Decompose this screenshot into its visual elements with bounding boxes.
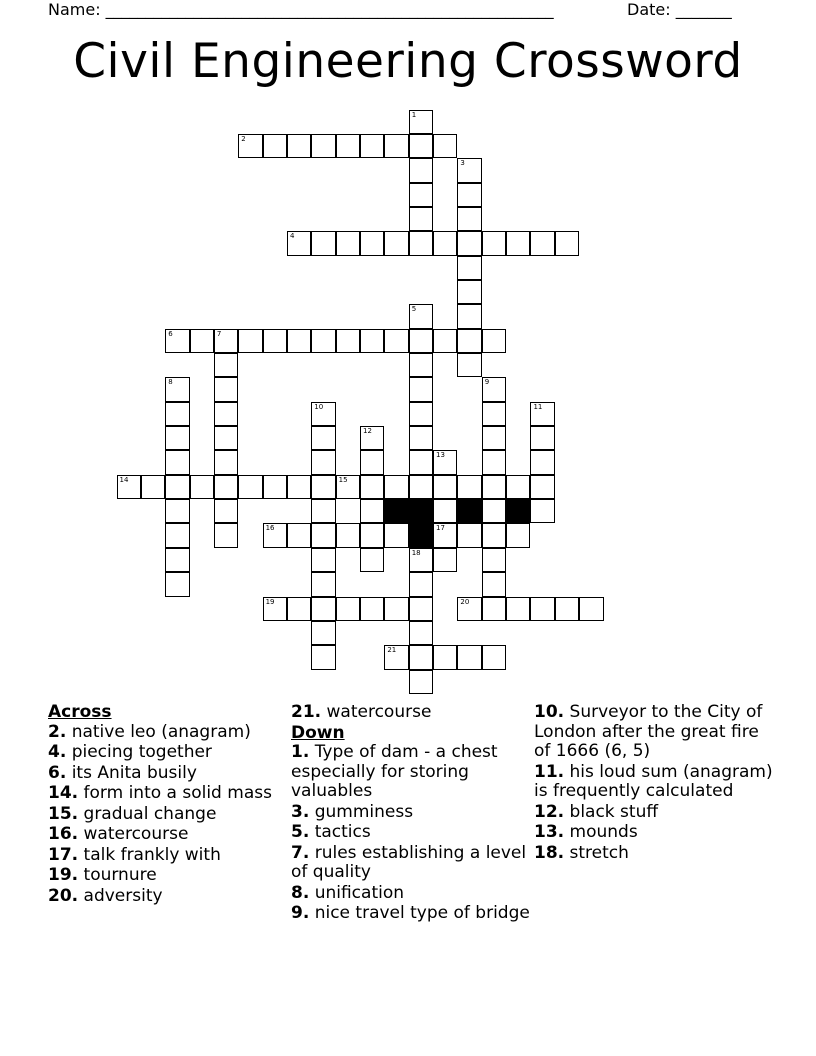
grid-cell[interactable] (506, 523, 530, 547)
clue-number-label: 20. (48, 885, 79, 906)
grid-cell[interactable] (165, 450, 189, 474)
grid-cell[interactable] (555, 597, 579, 621)
clue-text: nice travel type of bridge (309, 903, 530, 923)
grid-cell[interactable] (482, 402, 506, 426)
clue-number: 13 (436, 451, 445, 460)
grid-cell[interactable] (409, 402, 433, 426)
clue-text: form into a solid mass (78, 783, 272, 803)
clue-number: 9 (484, 378, 490, 387)
grid-cell[interactable] (214, 377, 238, 401)
clue-column-3 (534, 703, 774, 864)
grid-cell[interactable] (360, 597, 384, 621)
grid-cell[interactable] (311, 523, 335, 547)
grid-block-cell (384, 499, 408, 523)
grid-cell[interactable] (409, 377, 433, 401)
clue-number: 15 (338, 475, 348, 484)
grid-cell[interactable] (214, 426, 238, 450)
grid-cell[interactable] (311, 621, 335, 645)
grid-cell[interactable] (506, 231, 530, 255)
grid-cell[interactable] (482, 523, 506, 547)
down-clue (534, 823, 774, 843)
clue-number: 18 (411, 548, 421, 557)
grid-cell[interactable] (530, 475, 554, 499)
clue-number-label: 16. (48, 824, 79, 844)
grid-cell[interactable] (384, 231, 408, 255)
clue-text: tournure (78, 865, 157, 885)
grid-cell[interactable] (238, 329, 262, 353)
clue-number: 12 (363, 427, 372, 436)
grid-block-cell (409, 499, 433, 523)
clue-number: 2 (241, 134, 246, 143)
grid-cell[interactable] (433, 499, 457, 523)
down-clue (291, 823, 531, 843)
clue-number-label: 4. (48, 742, 67, 762)
clue-number-label: 3. (291, 801, 310, 822)
across-clue (48, 866, 288, 886)
grid-cell[interactable] (482, 548, 506, 572)
grid-cell[interactable] (214, 450, 238, 474)
grid-cell[interactable] (287, 329, 311, 353)
grid-cell[interactable] (190, 329, 214, 353)
grid-cell[interactable] (530, 426, 554, 450)
grid-cell[interactable] (457, 280, 481, 304)
down-clue (534, 844, 774, 864)
grid-cell[interactable] (482, 329, 506, 353)
across-clue (48, 764, 288, 784)
clue-number-label: 15. (48, 803, 79, 824)
grid-cell[interactable] (190, 475, 214, 499)
grid-cell[interactable] (360, 548, 384, 572)
clue-number-label: 6. (48, 762, 67, 783)
clue-text: Surveyor to the City of London after the great fire of 1666 (6, 5) (534, 702, 763, 761)
clue-text: rules establishing a level of quality (291, 842, 527, 882)
grid-cell[interactable] (482, 572, 506, 596)
clue-text: stretch (564, 842, 629, 863)
clue-column-1 (48, 703, 288, 907)
grid-cell[interactable] (263, 329, 287, 353)
grid-cell[interactable] (457, 523, 481, 547)
grid-cell[interactable] (336, 475, 360, 499)
grid-cell[interactable] (530, 402, 554, 426)
grid-cell[interactable] (433, 548, 457, 572)
clue-number-label: 1. (291, 742, 310, 762)
grid-cell[interactable] (384, 134, 408, 158)
clue-text: native leo (anagram) (66, 721, 251, 742)
down-clue (291, 884, 531, 904)
grid-cell[interactable] (433, 231, 457, 255)
name-field-label: Name: ________________________________________________________ (48, 0, 554, 19)
grid-cell[interactable] (336, 523, 360, 547)
grid-cell[interactable] (311, 231, 335, 255)
grid-cell[interactable] (263, 523, 287, 547)
grid-cell[interactable] (165, 377, 189, 401)
grid-cell[interactable] (579, 597, 603, 621)
grid-cell[interactable] (409, 134, 433, 158)
clue-number: 16 (265, 524, 275, 533)
grid-cell[interactable] (287, 475, 311, 499)
grid-cell[interactable] (457, 353, 481, 377)
clue-number-label: 14. (48, 783, 79, 803)
grid-cell[interactable] (214, 353, 238, 377)
across-clue (48, 805, 288, 825)
grid-cell[interactable] (409, 597, 433, 621)
across-clue (48, 887, 288, 907)
grid-cell[interactable] (360, 475, 384, 499)
across-clue (48, 825, 288, 845)
clue-text: its Anita busily (66, 762, 197, 783)
grid-block-cell (409, 523, 433, 547)
clue-number-label: 19. (48, 865, 79, 885)
clue-number-label: 10. (534, 702, 565, 722)
grid-cell[interactable] (482, 377, 506, 401)
clue-text: black stuff (564, 801, 659, 822)
down-clue (291, 743, 531, 802)
grid-cell[interactable] (506, 475, 530, 499)
clue-number: 21 (387, 646, 397, 655)
across-clue (291, 703, 531, 723)
clue-number: 10 (314, 402, 324, 411)
grid-cell[interactable] (457, 207, 481, 231)
clue-number-label: 21. (291, 702, 322, 722)
grid-block-cell (506, 499, 530, 523)
down-clue (291, 803, 531, 823)
grid-cell[interactable] (311, 450, 335, 474)
clue-number: 7 (216, 329, 222, 338)
grid-cell[interactable] (165, 426, 189, 450)
grid-cell[interactable] (482, 450, 506, 474)
grid-cell[interactable] (336, 231, 360, 255)
clue-number: 19 (265, 597, 275, 606)
grid-cell[interactable] (384, 645, 408, 669)
grid-cell[interactable] (482, 475, 506, 499)
clue-number-label: 18. (534, 842, 565, 863)
grid-block-cell (457, 499, 481, 523)
grid-cell[interactable] (409, 304, 433, 328)
clue-number: 3 (460, 159, 465, 168)
down-clue (534, 763, 774, 802)
grid-cell[interactable] (384, 475, 408, 499)
grid-cell[interactable] (409, 621, 433, 645)
clue-text: his loud sum (anagram) is frequently calculated (534, 761, 773, 801)
clue-number-label: 7. (291, 842, 310, 863)
grid-cell[interactable] (409, 475, 433, 499)
clue-number: 1 (411, 110, 417, 119)
grid-cell[interactable] (409, 329, 433, 353)
grid-cell[interactable] (214, 402, 238, 426)
clue-text: mounds (564, 822, 638, 842)
grid-cell[interactable] (482, 645, 506, 669)
grid-cell[interactable] (214, 499, 238, 523)
clue-number: 20 (460, 597, 470, 606)
down-clue (534, 803, 774, 823)
grid-cell[interactable] (214, 523, 238, 547)
grid-cell[interactable] (457, 158, 481, 182)
grid-cell[interactable] (214, 475, 238, 499)
grid-cell[interactable] (165, 572, 189, 596)
grid-cell[interactable] (336, 597, 360, 621)
clue-number: 17 (436, 524, 445, 533)
clue-column-2 (291, 703, 531, 925)
grid-cell[interactable] (482, 426, 506, 450)
grid-cell[interactable] (433, 645, 457, 669)
grid-cell[interactable] (141, 475, 165, 499)
grid-cell[interactable] (360, 426, 384, 450)
clue-number: 5 (411, 305, 417, 314)
grid-cell[interactable] (482, 231, 506, 255)
down-clue (534, 703, 774, 762)
clue-text: gumminess (309, 801, 414, 822)
across-heading: Across (48, 702, 112, 722)
grid-cell[interactable] (165, 402, 189, 426)
grid-cell[interactable] (506, 597, 530, 621)
grid-cell[interactable] (287, 134, 311, 158)
clue-number-label: 9. (291, 903, 310, 923)
grid-cell[interactable] (384, 523, 408, 547)
clue-number-label: 2. (48, 721, 67, 742)
clue-number-label: 13. (534, 822, 565, 842)
grid-cell[interactable] (311, 597, 335, 621)
grid-cell[interactable] (214, 329, 238, 353)
clue-text: watercourse (321, 702, 432, 722)
clue-number: 8 (168, 378, 173, 387)
grid-cell[interactable] (457, 645, 481, 669)
grid-cell[interactable] (165, 548, 189, 572)
grid-cell[interactable] (238, 475, 262, 499)
grid-cell[interactable] (457, 304, 481, 328)
date-field-label: Date: _______ (627, 0, 732, 19)
grid-cell[interactable] (165, 329, 189, 353)
across-clue (48, 846, 288, 866)
grid-cell[interactable] (336, 329, 360, 353)
grid-cell[interactable] (311, 402, 335, 426)
page-title: Civil Engineering Crossword (73, 34, 743, 89)
clue-text: gradual change (78, 803, 217, 824)
grid-cell[interactable] (384, 329, 408, 353)
clue-text: tactics (309, 822, 371, 842)
grid-cell[interactable] (311, 548, 335, 572)
grid-cell[interactable] (457, 597, 481, 621)
grid-cell[interactable] (360, 499, 384, 523)
grid-cell[interactable] (311, 329, 335, 353)
grid-cell[interactable] (287, 523, 311, 547)
grid-cell[interactable] (555, 231, 579, 255)
grid-cell[interactable] (409, 645, 433, 669)
grid-cell[interactable] (433, 134, 457, 158)
clue-number: 6 (168, 329, 173, 338)
clue-number-label: 11. (534, 761, 565, 782)
grid-cell[interactable] (457, 256, 481, 280)
grid-cell[interactable] (409, 231, 433, 255)
grid-cell[interactable] (433, 475, 457, 499)
grid-cell[interactable] (360, 329, 384, 353)
clue-number-label: 17. (48, 844, 79, 865)
clue-text: adversity (78, 885, 163, 906)
clue-text: talk frankly with (78, 844, 221, 865)
grid-cell[interactable] (457, 329, 481, 353)
grid-cell[interactable] (409, 207, 433, 231)
across-clue (48, 784, 288, 804)
grid-cell[interactable] (311, 475, 335, 499)
clue-number-label: 8. (291, 882, 310, 903)
grid-cell[interactable] (482, 597, 506, 621)
grid-cell[interactable] (287, 231, 311, 255)
grid-cell[interactable] (360, 523, 384, 547)
grid-cell[interactable] (409, 426, 433, 450)
grid-cell[interactable] (457, 231, 481, 255)
grid-cell[interactable] (360, 231, 384, 255)
grid-cell[interactable] (165, 523, 189, 547)
grid-cell[interactable] (311, 426, 335, 450)
grid-cell[interactable] (433, 523, 457, 547)
grid-cell[interactable] (311, 645, 335, 669)
grid-cell[interactable] (238, 134, 262, 158)
grid-cell[interactable] (287, 597, 311, 621)
grid-cell[interactable] (409, 158, 433, 182)
grid-cell[interactable] (311, 572, 335, 596)
grid-cell[interactable] (165, 475, 189, 499)
clue-number-label: 5. (291, 822, 310, 842)
grid-cell[interactable] (409, 353, 433, 377)
down-clue (291, 844, 531, 883)
grid-cell[interactable] (433, 329, 457, 353)
grid-cell[interactable] (530, 231, 554, 255)
grid-cell[interactable] (409, 183, 433, 207)
clue-text: watercourse (78, 824, 189, 844)
grid-cell[interactable] (530, 450, 554, 474)
clue-number: 14 (119, 475, 129, 484)
grid-cell[interactable] (457, 183, 481, 207)
grid-cell[interactable] (409, 670, 433, 694)
grid-cell[interactable] (165, 499, 189, 523)
grid-cell[interactable] (530, 499, 554, 523)
grid-cell[interactable] (530, 597, 554, 621)
down-clue (291, 904, 531, 924)
grid-cell[interactable] (409, 548, 433, 572)
grid-cell[interactable] (433, 450, 457, 474)
grid-cell[interactable] (311, 134, 335, 158)
grid-cell[interactable] (263, 134, 287, 158)
across-clue (48, 723, 288, 743)
grid-cell[interactable] (482, 499, 506, 523)
grid-cell[interactable] (311, 499, 335, 523)
clue-number: 11 (533, 402, 543, 411)
clue-number: 4 (289, 232, 295, 241)
clue-text: Type of dam - a chest especially for storing valuables (291, 742, 498, 801)
grid-cell[interactable] (384, 597, 408, 621)
clue-text: piecing together (66, 742, 212, 762)
clue-text: unification (309, 882, 405, 903)
grid-cell[interactable] (117, 475, 141, 499)
grid-cell[interactable] (409, 572, 433, 596)
grid-cell[interactable] (263, 597, 287, 621)
grid-cell[interactable] (409, 110, 433, 134)
across-clue (48, 743, 288, 763)
grid-cell[interactable] (457, 475, 481, 499)
grid-cell[interactable] (263, 475, 287, 499)
grid-cell[interactable] (409, 450, 433, 474)
grid-cell[interactable] (360, 450, 384, 474)
grid-cell[interactable] (360, 134, 384, 158)
down-heading: Down (291, 722, 345, 743)
clue-number-label: 12. (534, 801, 565, 822)
grid-cell[interactable] (336, 134, 360, 158)
